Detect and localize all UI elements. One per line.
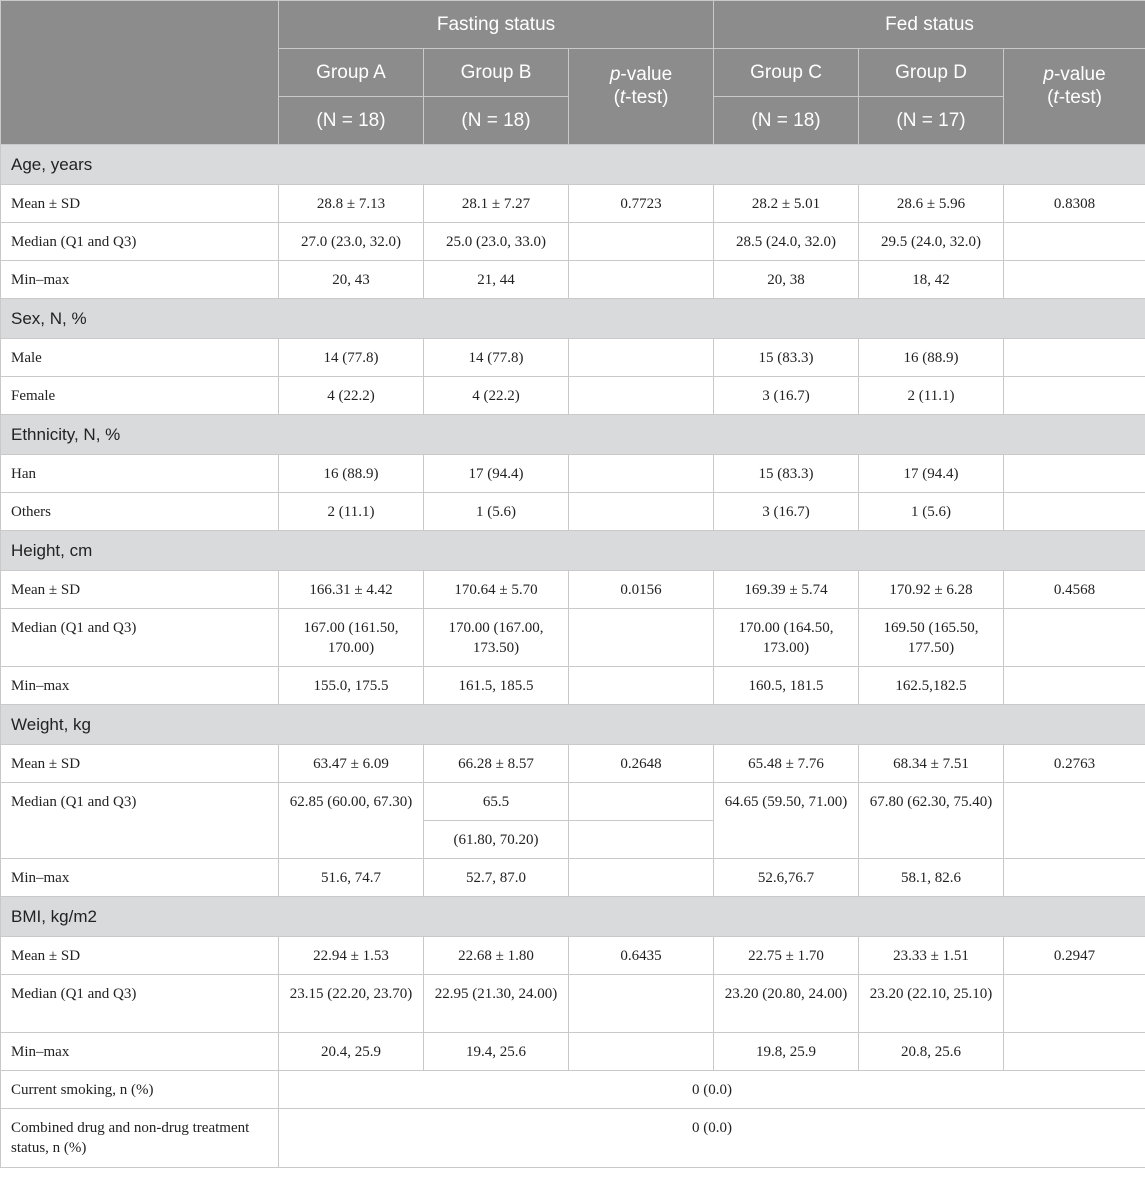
row-label: Median (Q1 and Q3) [1, 223, 279, 261]
cell-group-d: 16 (88.9) [859, 339, 1004, 377]
table-row [1, 667, 1145, 705]
cell-all-groups: 0 (0.0) [279, 1071, 1145, 1109]
section-title: Height, cm [1, 531, 1145, 571]
cell-group-b-line2: (61.80, 70.20) [424, 821, 569, 859]
cell-pvalue-fed [1004, 667, 1145, 705]
cell-group-d: 169.50 (165.50, 177.50) [859, 609, 1004, 667]
cell-group-b: 25.0 (23.0, 33.0) [424, 223, 569, 261]
row-label: Min–max [1, 859, 279, 897]
cell-group-c: 3 (16.7) [714, 493, 859, 531]
cell-pvalue-fasting [569, 859, 714, 897]
cell-pvalue-fed: 0.8308 [1004, 185, 1145, 223]
row-label: Current smoking, n (%) [1, 1071, 279, 1109]
cell-group-d: 58.1, 82.6 [859, 859, 1004, 897]
cell-group-b: 14 (77.8) [424, 339, 569, 377]
cell-group-d: 68.34 ± 7.51 [859, 745, 1004, 783]
cell-pvalue-fasting: 0.7723 [569, 185, 714, 223]
cell-group-a: 23.15 (22.20, 23.70) [279, 975, 424, 1033]
header-corner [1, 1, 279, 145]
cell-pvalue-fed [1004, 223, 1145, 261]
row-label: Han [1, 455, 279, 493]
table-row-combined-treatment [1, 1109, 1145, 1168]
cell-group-b: 22.95 (21.30, 24.00) [424, 975, 569, 1033]
row-label: Male [1, 339, 279, 377]
header-group-c: Group C [714, 49, 859, 97]
row-label: Mean ± SD [1, 745, 279, 783]
cell-pvalue-fed [1004, 493, 1145, 531]
cell-group-c: 22.75 ± 1.70 [714, 937, 859, 975]
cell-group-c: 19.8, 25.9 [714, 1033, 859, 1071]
cell-group-a: 16 (88.9) [279, 455, 424, 493]
table-row [1, 571, 1145, 609]
cell-group-d: 2 (11.1) [859, 377, 1004, 415]
header-pvalue-fasting: p-value (t-test) [569, 49, 714, 145]
cell-group-b: 170.64 ± 5.70 [424, 571, 569, 609]
section-row-ethnicity [1, 415, 1145, 455]
cell-pvalue-fed [1004, 859, 1145, 897]
cell-group-c: 28.2 ± 5.01 [714, 185, 859, 223]
cell-pvalue-fasting [569, 1033, 714, 1071]
cell-group-b: 21, 44 [424, 261, 569, 299]
cell-group-d: 29.5 (24.0, 32.0) [859, 223, 1004, 261]
cell-group-d: 162.5,182.5 [859, 667, 1004, 705]
section-title: Sex, N, % [1, 299, 1145, 339]
cell-group-c: 3 (16.7) [714, 377, 859, 415]
row-label: Combined drug and non-drug treatment status, n (%) [1, 1109, 279, 1168]
cell-pvalue-fasting: 0.0156 [569, 571, 714, 609]
table-row [1, 783, 1145, 821]
cell-pvalue-fasting [569, 261, 714, 299]
table-row-smoking [1, 1071, 1145, 1109]
cell-group-d: 170.92 ± 6.28 [859, 571, 1004, 609]
cell-pvalue-fasting [569, 821, 714, 859]
cell-pvalue-fed: 0.2763 [1004, 745, 1145, 783]
cell-group-c: 65.48 ± 7.76 [714, 745, 859, 783]
section-title: BMI, kg/m2 [1, 897, 1145, 937]
cell-group-d: 23.33 ± 1.51 [859, 937, 1004, 975]
table-row [1, 455, 1145, 493]
cell-group-b-line1: 65.5 [424, 783, 569, 821]
cell-group-d: 18, 42 [859, 261, 1004, 299]
header-group-d: Group D [859, 49, 1004, 97]
row-label: Median (Q1 and Q3) [1, 783, 279, 859]
row-label: Others [1, 493, 279, 531]
cell-pvalue-fed [1004, 261, 1145, 299]
section-row-sex [1, 299, 1145, 339]
cell-pvalue-fed [1004, 1033, 1145, 1071]
header-group-a: Group A [279, 49, 424, 97]
cell-group-a: 20.4, 25.9 [279, 1033, 424, 1071]
cell-group-c: 15 (83.3) [714, 455, 859, 493]
header-fasting-status: Fasting status [279, 1, 714, 49]
cell-group-b: 52.7, 87.0 [424, 859, 569, 897]
cell-pvalue-fed [1004, 975, 1145, 1033]
cell-group-d: 67.80 (62.30, 75.40) [859, 783, 1004, 859]
cell-pvalue-fasting [569, 783, 714, 821]
table-row [1, 223, 1145, 261]
header-group-b: Group B [424, 49, 569, 97]
cell-pvalue-fasting [569, 377, 714, 415]
cell-pvalue-fed [1004, 455, 1145, 493]
section-title: Weight, kg [1, 705, 1145, 745]
row-label: Min–max [1, 1033, 279, 1071]
header-fed-status: Fed status [714, 1, 1145, 49]
cell-pvalue-fasting: 0.2648 [569, 745, 714, 783]
cell-pvalue-fed [1004, 783, 1145, 859]
row-label: Min–max [1, 261, 279, 299]
section-row-age [1, 145, 1145, 185]
section-row-weight [1, 705, 1145, 745]
cell-group-b: 170.00 (167.00, 173.50) [424, 609, 569, 667]
table-row [1, 185, 1145, 223]
cell-group-a: 63.47 ± 6.09 [279, 745, 424, 783]
row-label: Median (Q1 and Q3) [1, 609, 279, 667]
cell-group-a: 20, 43 [279, 261, 424, 299]
row-label: Min–max [1, 667, 279, 705]
header-n-d: (N = 17) [859, 97, 1004, 145]
table-row [1, 609, 1145, 667]
header-n-c: (N = 18) [714, 97, 859, 145]
cell-group-c: 160.5, 181.5 [714, 667, 859, 705]
table-row [1, 975, 1145, 1033]
cell-group-d: 1 (5.6) [859, 493, 1004, 531]
header-n-a: (N = 18) [279, 97, 424, 145]
section-row-bmi [1, 897, 1145, 937]
section-row-height [1, 531, 1145, 571]
cell-group-b: 161.5, 185.5 [424, 667, 569, 705]
cell-group-c: 15 (83.3) [714, 339, 859, 377]
cell-group-c: 52.6,76.7 [714, 859, 859, 897]
cell-pvalue-fasting [569, 339, 714, 377]
table-row [1, 859, 1145, 897]
cell-group-a: 2 (11.1) [279, 493, 424, 531]
cell-pvalue-fed: 0.2947 [1004, 937, 1145, 975]
cell-group-c: 20, 38 [714, 261, 859, 299]
section-title: Ethnicity, N, % [1, 415, 1145, 455]
row-label: Mean ± SD [1, 571, 279, 609]
cell-pvalue-fed [1004, 339, 1145, 377]
cell-group-d: 17 (94.4) [859, 455, 1004, 493]
section-title: Age, years [1, 145, 1145, 185]
cell-group-b: 66.28 ± 8.57 [424, 745, 569, 783]
cell-group-a: 28.8 ± 7.13 [279, 185, 424, 223]
cell-pvalue-fasting: 0.6435 [569, 937, 714, 975]
cell-group-c: 28.5 (24.0, 32.0) [714, 223, 859, 261]
cell-group-d: 23.20 (22.10, 25.10) [859, 975, 1004, 1033]
cell-group-a: 4 (22.2) [279, 377, 424, 415]
cell-group-a: 27.0 (23.0, 32.0) [279, 223, 424, 261]
row-label: Median (Q1 and Q3) [1, 975, 279, 1033]
table-row [1, 745, 1145, 783]
cell-pvalue-fasting [569, 223, 714, 261]
cell-pvalue-fasting [569, 667, 714, 705]
row-label: Mean ± SD [1, 185, 279, 223]
cell-group-c: 23.20 (20.80, 24.00) [714, 975, 859, 1033]
cell-group-c: 169.39 ± 5.74 [714, 571, 859, 609]
header-pvalue-fed: p-value (t-test) [1004, 49, 1145, 145]
row-label: Female [1, 377, 279, 415]
cell-pvalue-fasting [569, 609, 714, 667]
cell-pvalue-fed: 0.4568 [1004, 571, 1145, 609]
table-row [1, 493, 1145, 531]
cell-group-b: 1 (5.6) [424, 493, 569, 531]
cell-group-b: 17 (94.4) [424, 455, 569, 493]
cell-group-b: 4 (22.2) [424, 377, 569, 415]
table-row [1, 261, 1145, 299]
table-row [1, 1033, 1145, 1071]
cell-pvalue-fasting [569, 493, 714, 531]
header-n-b: (N = 18) [424, 97, 569, 145]
cell-group-d: 20.8, 25.6 [859, 1033, 1004, 1071]
cell-group-b: 19.4, 25.6 [424, 1033, 569, 1071]
cell-pvalue-fed [1004, 609, 1145, 667]
cell-group-a: 155.0, 175.5 [279, 667, 424, 705]
cell-group-a: 166.31 ± 4.42 [279, 571, 424, 609]
cell-pvalue-fasting [569, 455, 714, 493]
cell-group-a: 22.94 ± 1.53 [279, 937, 424, 975]
table-row [1, 339, 1145, 377]
table-row [1, 937, 1145, 975]
cell-pvalue-fasting [569, 975, 714, 1033]
cell-group-a: 14 (77.8) [279, 339, 424, 377]
cell-group-b: 28.1 ± 7.27 [424, 185, 569, 223]
cell-group-b: 22.68 ± 1.80 [424, 937, 569, 975]
cell-pvalue-fed [1004, 377, 1145, 415]
cell-group-c: 64.65 (59.50, 71.00) [714, 783, 859, 859]
table-row [1, 377, 1145, 415]
cell-group-a: 167.00 (161.50, 170.00) [279, 609, 424, 667]
cell-all-groups: 0 (0.0) [279, 1109, 1145, 1168]
cell-group-a: 62.85 (60.00, 67.30) [279, 783, 424, 859]
cell-group-c: 170.00 (164.50, 173.00) [714, 609, 859, 667]
cell-group-d: 28.6 ± 5.96 [859, 185, 1004, 223]
row-label: Mean ± SD [1, 937, 279, 975]
cell-group-a: 51.6, 74.7 [279, 859, 424, 897]
